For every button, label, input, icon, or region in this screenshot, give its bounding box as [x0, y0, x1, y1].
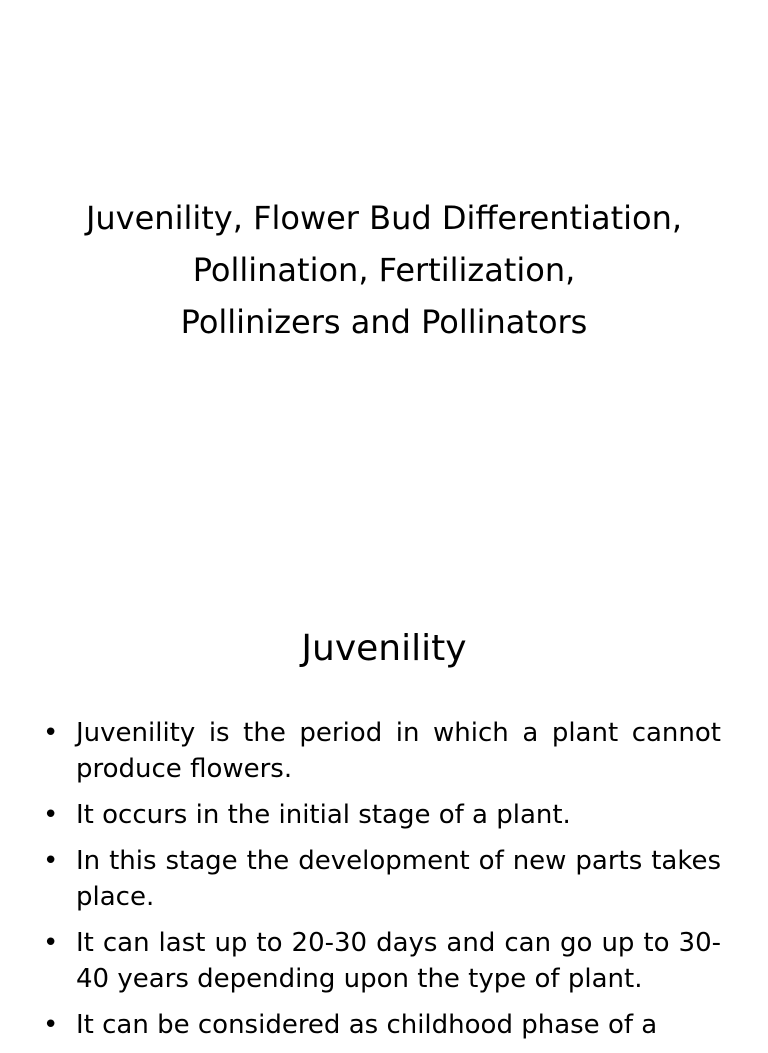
bullet-marker: •	[43, 1010, 59, 1040]
bullet-text: It can last up to 20-30 days and can go up to 30-40 years depending upon the type of plant.	[76, 928, 721, 994]
bullet-item	[43, 843, 721, 915]
bullet-marker: •	[43, 846, 59, 876]
bullet-item	[43, 925, 721, 997]
slide-heading: Juvenility	[301, 628, 467, 669]
title-line-3: Pollinizers and Pollinators	[180, 303, 588, 341]
bullet-marker: •	[43, 718, 59, 748]
juvenility-slide	[0, 576, 768, 1040]
bullet-text: It can be considered as childhood phase of a	[76, 1010, 658, 1040]
title-line-2: Pollination, Fertilization,	[192, 251, 576, 289]
bullet-item	[43, 797, 721, 833]
bullet-text: Juvenility is the period in which a plant cannot produce flowers.	[76, 718, 721, 784]
bullet-item	[43, 715, 721, 787]
bullet-marker: •	[43, 800, 59, 830]
bullet-item	[43, 1007, 721, 1043]
bullet-text: In this stage the development of new parts takes place.	[76, 846, 721, 912]
bullet-marker: •	[43, 928, 59, 958]
title-line-1: Juvenility, Flower Bud Differentiation,	[85, 199, 683, 237]
bullet-list	[43, 715, 721, 1053]
slide-title	[30, 192, 738, 348]
bullet-text: It occurs in the initial stage of a plant.	[76, 800, 571, 830]
